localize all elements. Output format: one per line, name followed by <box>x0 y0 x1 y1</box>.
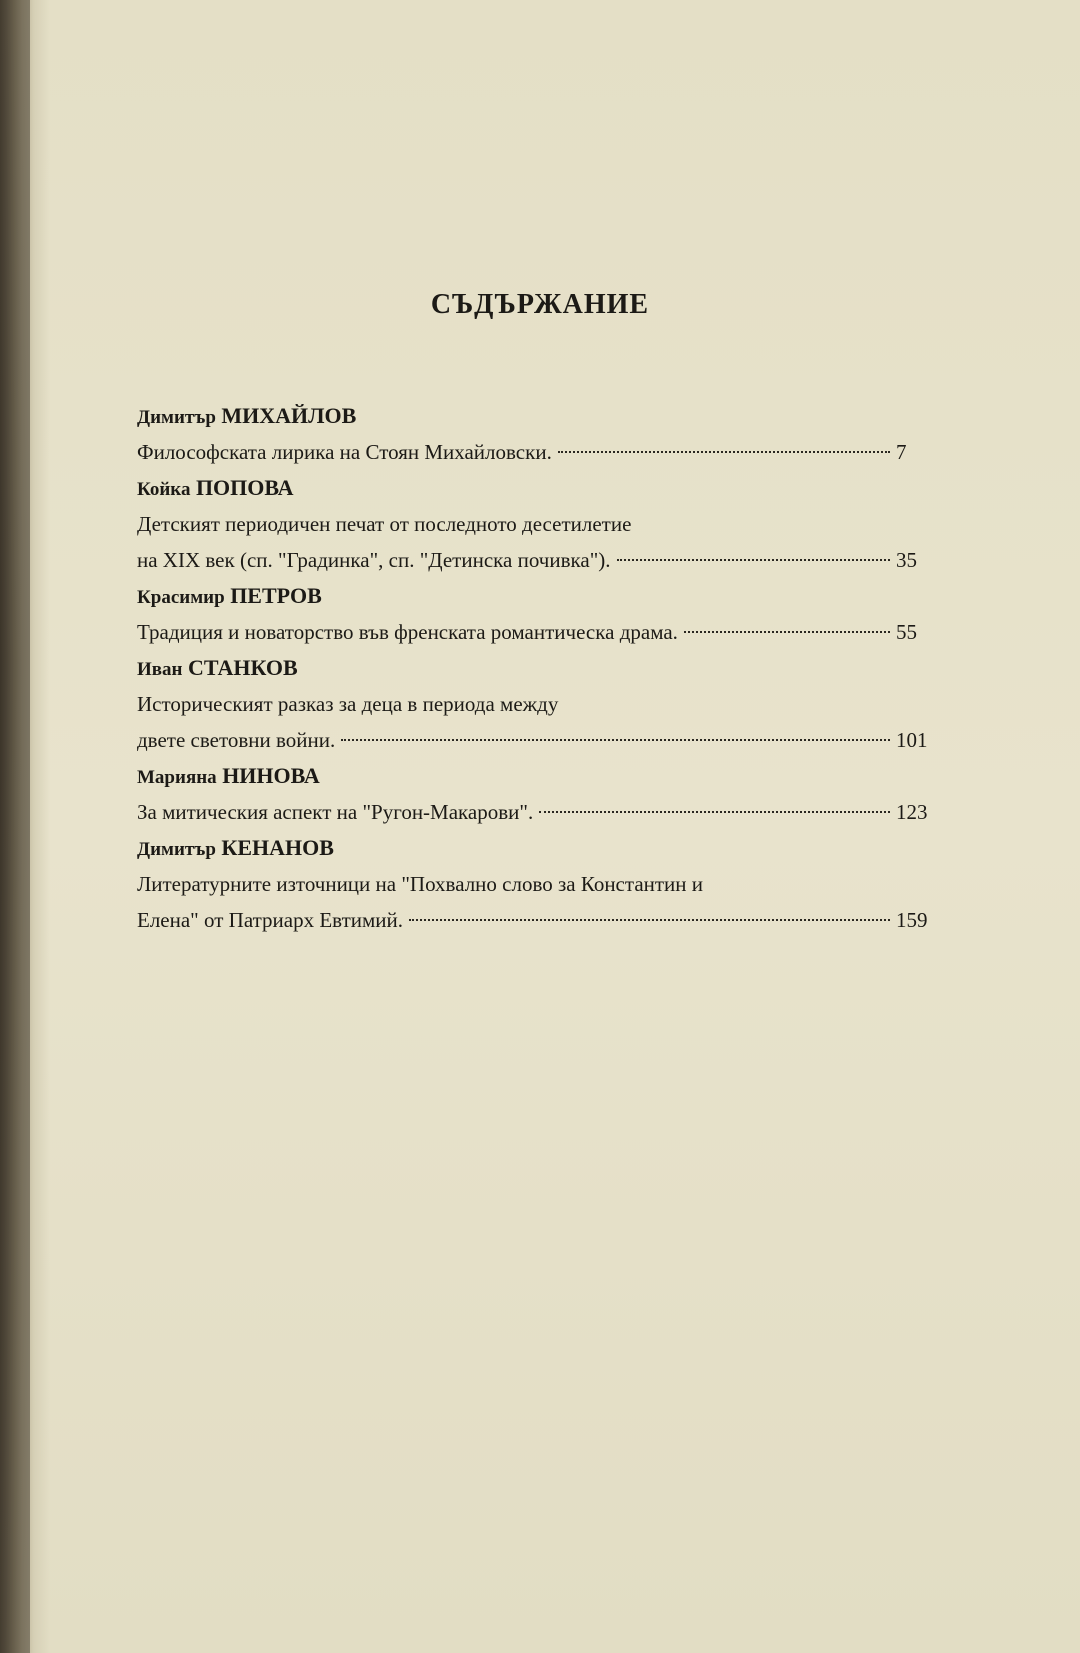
toc-title-line <box>137 794 932 830</box>
page-number: 35 <box>896 548 917 572</box>
author-first-name: Койка <box>137 479 191 500</box>
article-title-line: Литературните източници на "Похвално слово за Константин и <box>137 872 704 896</box>
page-number: 101 <box>896 728 928 752</box>
toc-entry <box>137 830 932 938</box>
article-title: За митическия аспект на "Ругон-Макарови". <box>137 800 534 824</box>
author-last-name: КЕНАНОВ <box>221 835 334 860</box>
toc-author <box>137 470 932 506</box>
toc-author <box>137 650 932 686</box>
toc-title-line <box>137 614 932 650</box>
article-title: Традиция и новаторство във френската романтическа драма. <box>137 620 678 644</box>
toc-title-line <box>137 902 932 938</box>
article-title: Елена" от Патриарх Евтимий. <box>137 908 403 932</box>
toc-entry <box>137 398 932 470</box>
toc-author <box>137 578 932 614</box>
toc-entry <box>137 650 932 758</box>
toc-title-line <box>137 722 932 758</box>
page-number: 159 <box>896 908 928 932</box>
article-title: двете световни войни. <box>137 728 336 752</box>
table-of-contents <box>137 398 932 938</box>
author-first-name: Иван <box>137 659 183 680</box>
author-first-name: Димитър <box>137 839 216 860</box>
toc-author <box>137 398 932 434</box>
author-last-name: ПЕТРОВ <box>230 583 322 608</box>
toc-entry <box>137 578 932 650</box>
page-number: 7 <box>896 440 907 464</box>
toc-title-line <box>137 434 932 470</box>
dot-leader <box>558 451 890 453</box>
page-number: 55 <box>896 620 917 644</box>
article-title: на XIX век (сп. "Градинка", сп. "Детинска почивка"). <box>137 548 611 572</box>
article-title-line: Детският периодичен печат от последното десетилетие <box>137 512 632 536</box>
article-title: Философската лирика на Стоян Михайловски. <box>137 440 552 464</box>
dot-leader <box>341 739 890 741</box>
author-first-name: Красимир <box>137 587 225 608</box>
author-last-name: ПОПОВА <box>195 475 294 500</box>
page-number: 123 <box>896 800 928 824</box>
author-first-name: Марияна <box>137 767 217 788</box>
dot-leader <box>684 631 890 633</box>
toc-title-line <box>137 542 932 578</box>
author-last-name: СТАНКОВ <box>188 655 298 680</box>
page-title: СЪДЪРЖАНИЕ <box>430 289 650 320</box>
toc-entry <box>137 470 932 578</box>
toc-author <box>137 758 932 794</box>
article-title-line: Историческият разказ за деца в периода между <box>137 692 559 716</box>
author-first-name: Димитър <box>137 407 216 428</box>
author-last-name: МИХАЙЛОВ <box>221 403 357 428</box>
toc-author <box>137 830 932 866</box>
dot-leader <box>617 559 890 561</box>
author-last-name: НИНОВА <box>222 763 320 788</box>
dot-leader <box>409 919 890 921</box>
book-spine-shadow <box>0 0 30 1653</box>
dot-leader <box>539 811 890 813</box>
toc-entry <box>137 758 932 830</box>
